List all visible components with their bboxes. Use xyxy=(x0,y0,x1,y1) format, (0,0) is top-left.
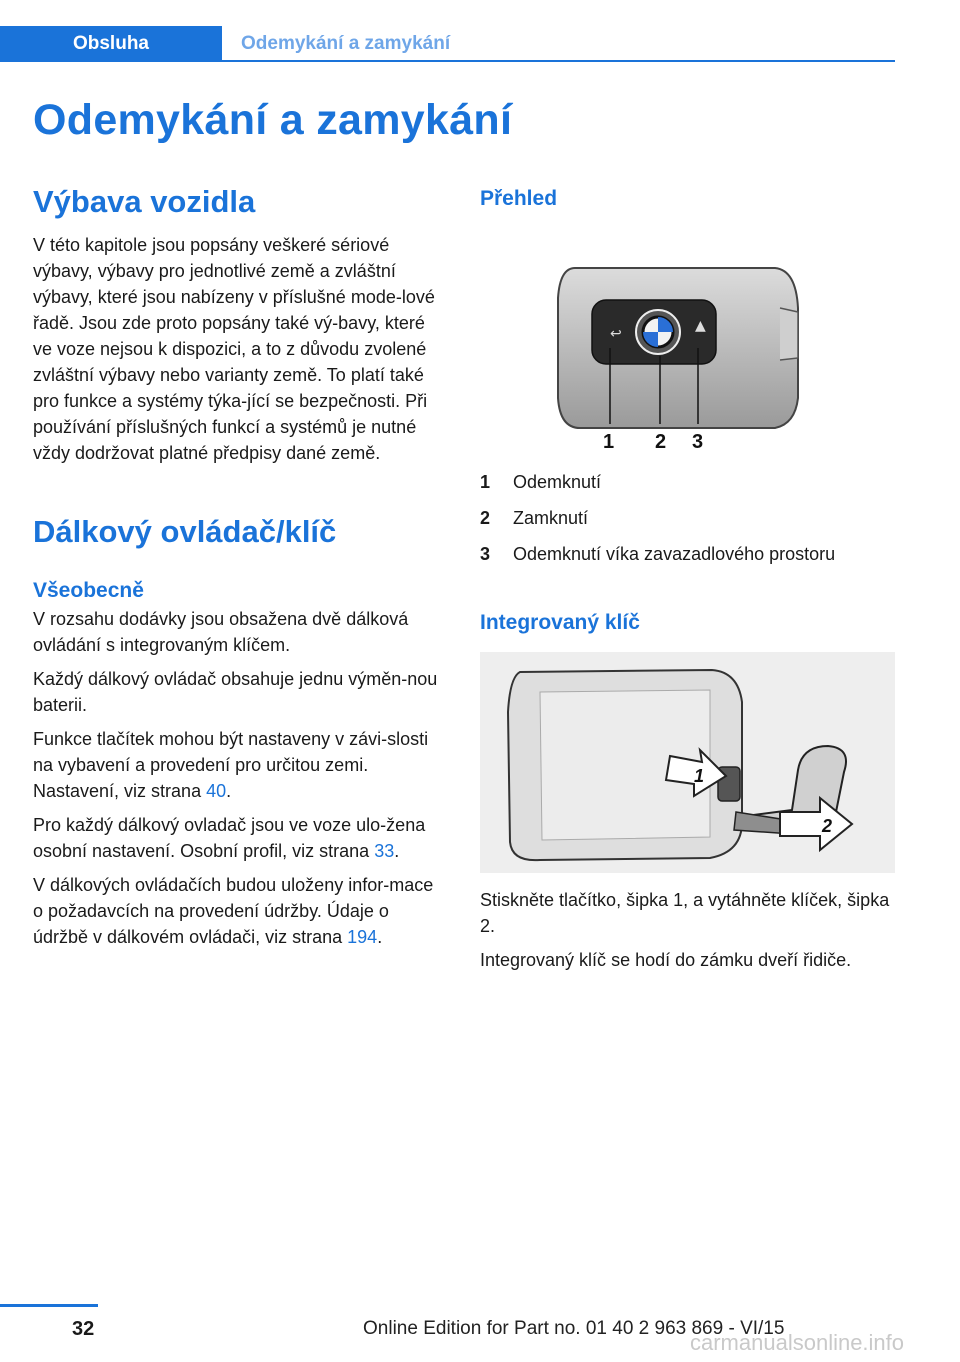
legend-item: 2 Zamknutí xyxy=(480,508,589,528)
paragraph-delivery: V rozsahu dodávky jsou obsažena dvě dálková ovládání s integrovaným klíčem. xyxy=(33,609,409,655)
watermark: carmanualsonline.info xyxy=(690,1330,905,1355)
left-column xyxy=(33,180,445,950)
legend-list xyxy=(480,464,895,572)
tab-odemykani[interactable]: Odemykání a zamykání xyxy=(241,33,451,54)
callout-3: 3 xyxy=(692,431,704,453)
header-rule xyxy=(0,60,895,62)
paragraph-button-functions: Funkce tlačítek mohou být nastaveny v závi-slosti na vybavení a provedení pro určitou zemi. Nastavení, viz strana 40. xyxy=(33,729,429,801)
heading-equipment: Výbava vozidla xyxy=(33,184,256,219)
legend-item: 3 Odemknutí víka zavazadlového prostoru xyxy=(480,544,836,564)
footer-rule xyxy=(0,1304,98,1307)
heading-integrated-key: Integrovaný klíč xyxy=(480,611,640,634)
page-title: Odemykání a zamykání xyxy=(33,96,513,144)
key-fob-image xyxy=(480,248,895,460)
paragraph-equipment: V této kapitole jsou popsány veškeré sériové výbavy, výbavy pro jednotlivé země a zvláštní výbavy, které jsou nabízeny v příslušné mode-lové řadě. Jsou zde proto popsány také vý-bavy, které ve voze nejsou k dispozici, a to z důvodu zvolené zvláštní výbavy nebo varianty země. To platí také pro funkce a systémy týka-jící se bezpečnosti. Při používání příslušných funkcí a systémů je nutné vždy dodržovat platné předpisy dané země. xyxy=(33,235,435,463)
legend-item: 1 Odemknutí xyxy=(480,472,602,492)
arrow-2-label: 2 xyxy=(822,816,833,836)
link-page-40[interactable]: 40 xyxy=(206,781,227,801)
link-page-33[interactable]: 33 xyxy=(374,841,395,861)
tab-obsluha[interactable]: Obsluha xyxy=(0,26,222,62)
integrated-key-image xyxy=(480,652,895,873)
edition-note: Online Edition for Part no. 01 40 2 963 869 - VI/15 xyxy=(363,1318,785,1339)
svg-text:↩: ↩ xyxy=(610,326,622,342)
heading-remote-key: Dálkový ovládač/klíč xyxy=(33,514,337,549)
page-number: 32 xyxy=(72,1318,95,1340)
heading-overview: Přehled xyxy=(480,187,558,210)
arrow-1-label: 1 xyxy=(694,766,705,786)
callout-2: 2 xyxy=(655,431,667,453)
paragraph-battery: Každý dálkový ovládač obsahuje jednu výměn-nou baterii. xyxy=(33,669,438,715)
paragraph-maintenance: V dálkových ovládačích budou uloženy infor-mace o požadavcích na provedení údržby. Údaje o údržbě v dálkovém ovládači, viz strana 194. xyxy=(33,875,434,947)
svg-text:▲: ▲ xyxy=(695,318,706,334)
right-column xyxy=(480,180,895,973)
heading-general: Všeobecně xyxy=(33,579,144,602)
callout-1: 1 xyxy=(603,431,615,453)
paragraph-driver-door: Integrovaný klíč se hodí do zámku dveří řidiče. xyxy=(480,950,852,970)
paragraph-personal-settings: Pro každý dálkový ovladač jsou ve voze ulo-žena osobní nastavení. Osobní profil, viz strana 33. xyxy=(33,815,426,861)
link-page-194[interactable]: 194 xyxy=(347,927,378,947)
paragraph-press-button: Stiskněte tlačítko, šipka 1, a vytáhněte klíček, šipka 2. xyxy=(480,890,890,936)
